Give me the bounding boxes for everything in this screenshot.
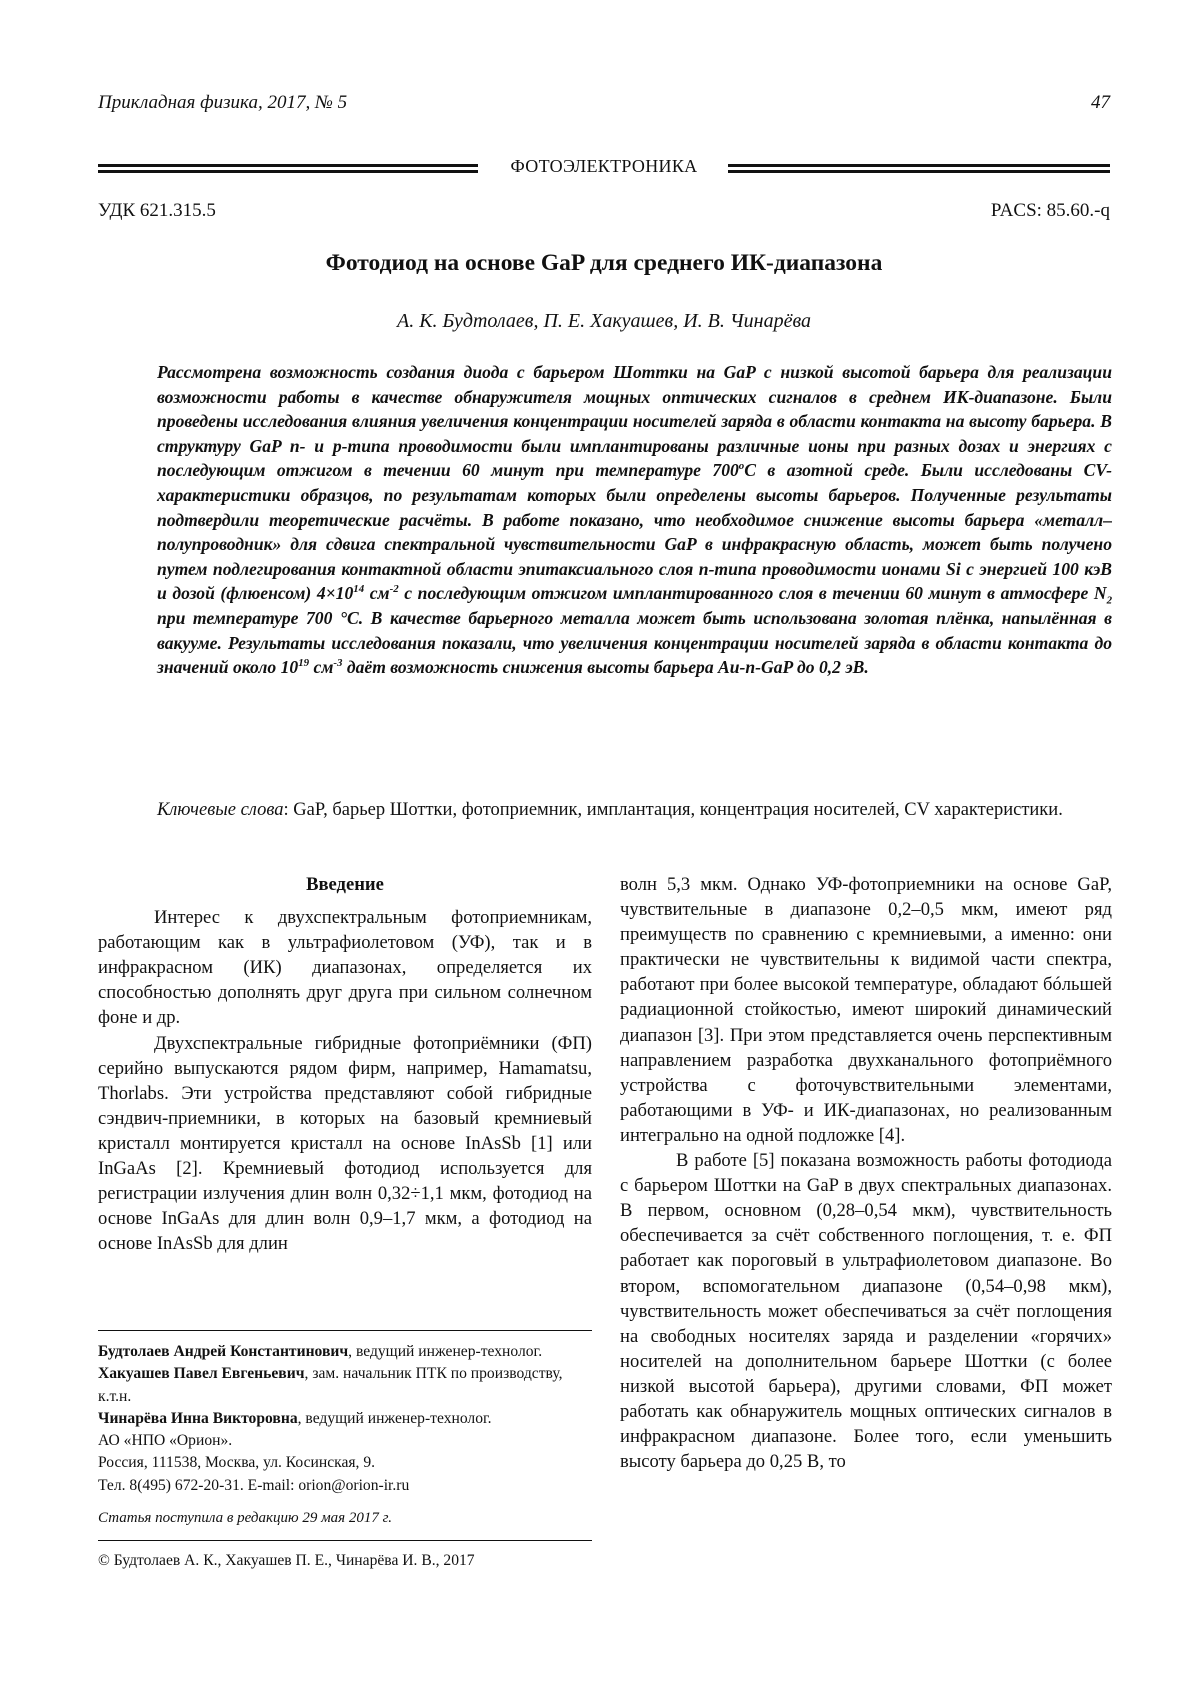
udk-code: УДК 621.315.5	[98, 200, 216, 221]
article-authors: А. К. Будтолаев, П. Е. Хакуашев, И. В. Чинарёва	[396, 310, 811, 332]
journal-name: Прикладная физика, 2017, № 5	[98, 92, 348, 113]
footnote-divider	[98, 1330, 592, 1331]
abstract: Рассмотрена возможность создания диода с барьером Шоттки на GaP с низкой высотой барьера для реализации возможности работы в качестве обнаружителя мощных оптических сигналов в среднем ИК-диапазоне. Были проведены исследования влияния увеличения концентрации носителей заряда в области контакта на высоту барьера. В структуру GaP n- и p-типа проводимости были имплантированы различные ионы при разных дозах и энергиях с последующим отжигом в течении 60 минут при температуре 700$^o$C в азотной среде. Были исследованы CV-характеристики образцов, по результатам которых были определены высоты барьеров. Полученные результаты подтвердили теоретические расчёты. В работе показано, что необходимое снижение высоты барьера «металл–полупроводник» для сдвига спектральной чувствительности GaP в инфракрасную область, может быть получено путем подлегирования контактной области эпитаксиального слоя n-типа проводимости ионами Si с энергией 100 кэВ и дозой (флюенсом) $4\times 10^{14}$ $см^{-2}$ с последующим отжигом имплантированного слоя в течении 60 минут в атмосфере $N_2$ при температуре 700 °С. В качестве барьерного металла может быть использована золотая плёнка, напылённая в вакууме. Результаты исследования показали, что увеличения концентрации носителей заряда в области контакта до значений около $10^{19}$ $см^{-3}$ даёт возможность снижения высоты барьера Au-n-GaP до 0,2 эВ.	[157, 362, 1113, 678]
keywords	[157, 798, 1112, 823]
keywords-text: : GaP, барьер Шоттки, фотоприемник, имплантация, концентрация носителей, CV характеристики.	[283, 800, 1063, 820]
right-column	[620, 872, 1112, 1474]
left-column	[98, 872, 592, 1256]
pacs-code: PACS: 85.60.-q	[990, 200, 1110, 221]
author-affiliations: Будтолаев Андрей Константинович, ведущий инженер-технолог. Хакуашев Павел Евгеньевич, зам. начальник ПТК по производству, к.т.н. Чинарёва Инна Викторовна, ведущий инженер-технолог. АО «НПО «Орион». Россия, 111538, Москва, ул. Косинская, 9. Тел. 8(495) 672-20-31. E-mail: orion@orion-ir.ru	[98, 1343, 563, 1494]
copyright: © Будтолаев А. К., Хакуашев П. Е., Чинарёва И. В., 2017	[98, 1552, 475, 1569]
copyright-divider	[98, 1540, 592, 1541]
running-header	[98, 92, 1110, 114]
page-number: 47	[1091, 92, 1110, 113]
paragraph: Двухспектральные гибридные фотоприёмники (ФП) серийно выпускаются рядом фирм, например, Hamamatsu, Thorlabs. Эти устройства представляют собой гибридные сэндвич-приемники, в которых на базовый кремниевый кристалл монтируется кристалл на основе InAsSb [1] или InGaAs [2]. Кремниевый фотодиод используется для регистрации излучения длин волн 0,32÷1,1 мкм, фотодиод на основе InGaAs для длин волн 0,9–1,7 мкм, а фотодиод на основе InAsSb для длин	[98, 1032, 592, 1255]
section-rubric	[98, 158, 1110, 182]
keywords-label: Ключевые слова	[157, 800, 284, 820]
article-title: Фотодиод на основе GaP для среднего ИК-диапазона	[325, 250, 883, 276]
paragraph: Интерес к двухспектральным фотоприемникам, работающим как в ультрафиолетовом (УФ), так и в инфракрасном (ИК) диапазонах, определяется их способностью дополнять друг друга при сильном солнечном фоне и др.	[98, 907, 592, 1029]
received-date: Статья поступила в редакцию 29 мая 2017 г.	[98, 1510, 393, 1526]
rubric-label: ФОТОЭЛЕКТРОНИКА	[510, 156, 698, 176]
paragraph: В работе [5] показана возможность работы фотодиода с барьером Шоттки на GaP в двух спектральных диапазонах. В первом, основном (0,28–0,54 мкм), чувствительность обеспечивается за счёт собственного поглощения, т. е. ФП работает как пороговый в ультрафиолетовом диапазоне. Во втором, вспомогательном диапазоне (0,54–0,98 мкм), чувствительность может обеспечиваться за счёт поглощения на свободных носителях заряда и разделении «горячих» носителей на дополнительном барьере Шоттки (с более низкой высотой барьера), другими словами, ФП может работать как обнаружитель мощных оптических сигналов в инфракрасном диапазоне. Более того, если уменьшить высоту барьера до 0,25 В, то	[620, 1150, 1112, 1473]
classification-codes	[98, 200, 1110, 222]
rubric-rule-right	[728, 164, 1110, 173]
paragraph: волн 5,3 мкм. Однако УФ-фотоприемники на основе GaP, чувствительные в диапазоне 0,2–0,5 мкм, имеют ряд преимуществ по сравнению с кремниевыми, а именно: они практически не чувствительны к видимой части спектра, работают при более высокой температуре, обладают бóльшей радиационной стойкостью, имеют широкий динамический диапазон [3]. При этом представляется очень перспективным направлением разработка двухканального фотоприёмного устройства с фоточувствительными элементами, работающими в УФ- и ИК-диапазонах, но реализованным интегрально на одной подложке [4].	[620, 874, 1112, 1146]
section-heading: Введение	[306, 874, 384, 895]
